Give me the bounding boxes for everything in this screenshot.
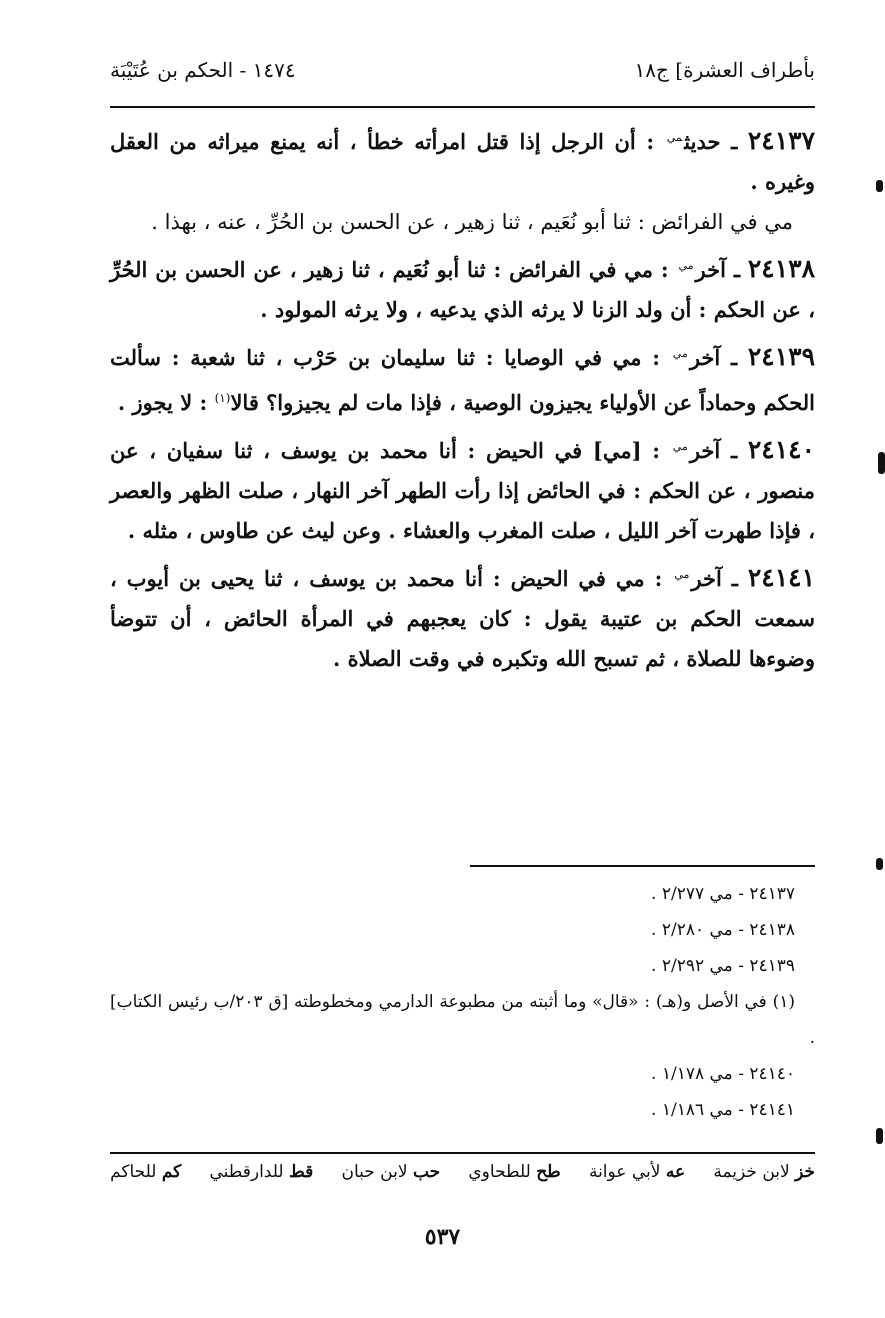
source-tag: مي: [672, 440, 688, 453]
entry-separator: ـ: [721, 566, 748, 591]
running-header: [110, 58, 815, 82]
footnote-marker[interactable]: (١): [214, 391, 231, 405]
source-tag: مي: [678, 259, 694, 272]
entry-label: آخر: [689, 345, 721, 370]
hadith-entry: [110, 555, 815, 679]
abbreviation-code: كم: [161, 1162, 182, 1182]
footnote-line: (١) في الأصل و(هـ) : «قال» وما أثبته من مطبوعة الدارمي ومخطوطته [ق ٢٠٣/ب رئيس الكتاب] .: [110, 992, 815, 1048]
entry-number: ٢٤١٣٧: [747, 126, 815, 155]
entry-separator: ـ: [725, 257, 748, 282]
abbreviation-name: للدارقطني: [209, 1162, 284, 1182]
abbreviation-name: لابن حبان: [341, 1162, 408, 1182]
entry-text: : أن الرجل إذا قتل امرأته خطأ ، أنه يمنع ميراثه من العقل وغيره .: [110, 129, 815, 194]
abbreviation-item: [110, 1162, 181, 1182]
abbreviation-code: قط: [288, 1162, 314, 1182]
footnote-line: ٢٤١٤١ - مي ١/١٨٦ .: [651, 1100, 795, 1120]
page-number: ٥٣٧: [424, 1224, 461, 1250]
entry-number: ٢٤١٣٨: [747, 254, 815, 283]
footnote-line: ٢٤١٤٠ - مي ١/١٧٨ .: [651, 1064, 795, 1084]
abbreviation-name: للطحاوي: [468, 1162, 531, 1182]
entry-label: آخر: [689, 438, 721, 463]
entry-number: ٢٤١٤٠: [747, 435, 815, 464]
abbreviations-key: [110, 1162, 815, 1182]
abbreviation-code: طح: [536, 1162, 561, 1182]
footnotes: [110, 876, 815, 1128]
hadith-entry: [110, 118, 815, 242]
abbreviation-code: خز: [795, 1162, 815, 1182]
abbreviation-item: [210, 1162, 314, 1182]
abbreviation-name: للحاكم: [110, 1162, 157, 1182]
entry-separator: ـ: [720, 438, 748, 463]
scan-edge-mark: [876, 858, 883, 870]
abbreviation-item: [713, 1162, 815, 1182]
footnote-line: ٢٤١٣٨ - مي ٢/٢٨٠ .: [651, 920, 795, 940]
notes-divider: [470, 865, 815, 867]
scan-edge-mark: [878, 452, 885, 474]
header-left-title: ١٤٧٤ - الحكم بن عُتَيْبَة: [110, 58, 296, 82]
entry-text: : [مي] في الحيض : أنا محمد بن يوسف ، ثنا سفيان ، عن منصور ، عن الحكم : في الحائض إذا رأت الطهر آخر النهار ، صلت الظهر والعصر ، فإذا طهرت آخر الليل ، صلت المغرب والعشاء . وعن ليث عن طاوس ، مثله .: [110, 438, 815, 543]
entry-number: ٢٤١٣٩: [747, 342, 815, 371]
hadith-entry: [110, 246, 815, 330]
entry-text-cont: : لا يجوز .: [117, 390, 215, 415]
entry-subtext: مي في الفرائض : ثنا أبو نُعَيم ، ثنا زهير ، عن الحسن بن الحُرِّ ، عنه ، بهذا .: [151, 210, 793, 234]
hadith-entry: [110, 427, 815, 551]
entry-number: ٢٤١٤١: [747, 563, 815, 592]
entry-separator: ـ: [720, 345, 748, 370]
abbreviation-item: [341, 1162, 440, 1182]
entry-label: آخر: [691, 566, 722, 591]
main-text: [110, 118, 815, 683]
header-divider: [110, 106, 815, 108]
scan-edge-mark: [876, 1128, 883, 1144]
footer-divider: [110, 1152, 815, 1154]
abbreviation-name: لأبي عوانة: [588, 1162, 661, 1182]
source-tag: مي: [672, 347, 688, 360]
abbreviation-code: حب: [412, 1162, 441, 1182]
abbreviation-code: عه: [665, 1162, 686, 1182]
header-right-title: بأطراف العشرة] ج١٨: [634, 58, 815, 82]
entry-text: : مي في الفرائض : ثنا أبو نُعَيم ، ثنا زهير ، عن الحسن بن الحُرِّ ، عن الحكم : أن ولد الزنا لا يرثه الذي يدعيه ، ولا يرثه المولود .: [110, 257, 815, 322]
abbreviation-item: [589, 1162, 685, 1182]
source-tag: مي: [666, 131, 683, 144]
footnote-line: ٢٤١٣٩ - مي ٢/٢٩٢ .: [651, 956, 795, 976]
hadith-entry: [110, 334, 815, 423]
entry-label: حديث: [684, 129, 721, 154]
entry-label: آخر: [695, 257, 726, 282]
source-tag: مي: [674, 568, 690, 581]
abbreviation-item: [468, 1162, 560, 1182]
footnote-line: ٢٤١٣٧ - مي ٢/٢٧٧ .: [651, 884, 795, 904]
entry-separator: ـ: [720, 129, 748, 154]
abbreviation-name: لابن خزيمة: [713, 1162, 790, 1182]
entry-text: : مي في الحيض : أنا محمد بن يوسف ، ثنا يحيى بن أيوب ، سمعت الحكم بن عتيبة يقول : كان يعجبهم في المرأة الحائض ، أن تتوضأ وضوءها للصلاة ، ثم تسبح الله وتكبره في وقت الصلاة .: [110, 566, 815, 671]
entry-text: : مي في الوصايا : ثنا سليمان بن حَرْب ، ثنا شعبة : سألت الحكم وحماداً عن الأولياء يجيزون الوصية ، فإذا مات لم يجيزوا؟ قالا: [110, 345, 815, 415]
scan-edge-mark: [876, 180, 883, 192]
